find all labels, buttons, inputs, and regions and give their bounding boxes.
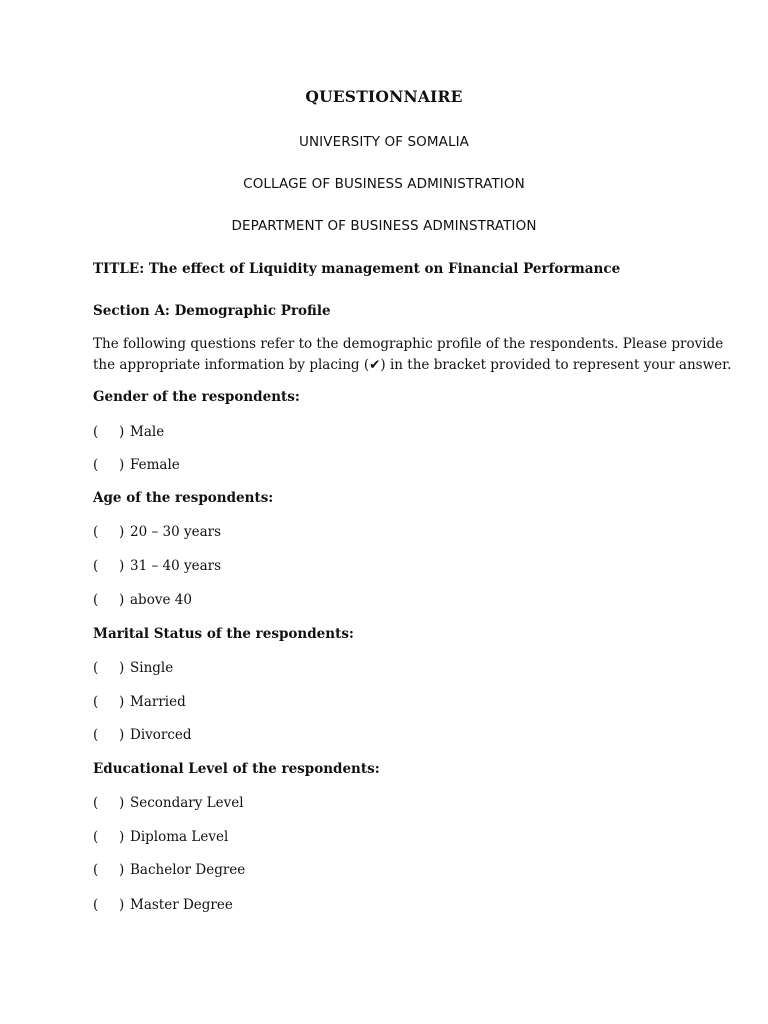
option-gender-male[interactable] <box>93 424 164 440</box>
bracket-close: ) <box>119 457 125 473</box>
bracket-open: ( <box>93 829 99 845</box>
option-gender-female[interactable] <box>93 457 180 473</box>
bracket-open: ( <box>93 592 99 608</box>
instructions-line: The following questions refer to the demographic profile of the respondents. Please provide <box>93 336 724 352</box>
option-education-secondary[interactable] <box>93 795 244 811</box>
university-name: UNIVERSITY OF SOMALIA <box>298 134 470 150</box>
option-label: above 40 <box>130 592 192 608</box>
option-marital-married[interactable] <box>93 694 186 710</box>
bracket-open: ( <box>93 727 99 743</box>
bracket-open: ( <box>93 694 99 710</box>
bracket-close: ) <box>119 727 125 743</box>
option-label: Diploma Level <box>130 829 229 845</box>
department-name: DEPARTMENT OF BUSINESS ADMINSTRATION <box>231 218 537 234</box>
research-title: TITLE: The effect of Liquidity management on Financial Performance <box>93 261 621 277</box>
option-label: Master Degree <box>130 897 233 913</box>
instructions-paragraph <box>93 334 732 376</box>
bracket-close: ) <box>119 424 125 440</box>
bracket-open: ( <box>93 897 99 913</box>
document-heading: QUESTIONNAIRE <box>305 87 463 106</box>
option-age-20-30[interactable] <box>93 524 221 540</box>
bracket-open: ( <box>93 795 99 811</box>
section-heading: Section A: Demographic Profile <box>93 303 331 319</box>
bracket-close: ) <box>119 660 125 676</box>
bracket-open: ( <box>93 457 99 473</box>
option-label: 31 – 40 years <box>130 558 222 574</box>
option-marital-single[interactable] <box>93 660 173 676</box>
college-name: COLLAGE OF BUSINESS ADMINISTRATION <box>243 176 525 192</box>
bracket-open: ( <box>93 424 99 440</box>
question-marital-label: Marital Status of the respondents: <box>93 626 354 642</box>
option-education-bachelor[interactable] <box>93 862 245 878</box>
bracket-close: ) <box>119 795 125 811</box>
bracket-close: ) <box>119 524 125 540</box>
bracket-close: ) <box>119 897 125 913</box>
instructions-line: the appropriate information by placing (✔) in the bracket provided to represent your answer. <box>93 357 732 373</box>
bracket-open: ( <box>93 862 99 878</box>
option-label: 20 – 30 years <box>130 524 222 540</box>
bracket-close: ) <box>119 558 125 574</box>
option-age-above-40[interactable] <box>93 592 192 608</box>
option-label: Male <box>130 424 165 440</box>
option-label: Married <box>130 694 186 710</box>
bracket-open: ( <box>93 660 99 676</box>
option-label: Single <box>130 660 174 676</box>
bracket-close: ) <box>119 694 125 710</box>
option-education-diploma[interactable] <box>93 829 228 845</box>
bracket-close: ) <box>119 592 125 608</box>
question-gender-label: Gender of the respondents: <box>93 389 300 405</box>
option-label: Bachelor Degree <box>130 862 246 878</box>
bracket-open: ( <box>93 558 99 574</box>
bracket-close: ) <box>119 829 125 845</box>
option-marital-divorced[interactable] <box>93 727 192 743</box>
option-label: Secondary Level <box>130 795 244 811</box>
question-age-label: Age of the respondents: <box>93 490 274 506</box>
option-label: Divorced <box>130 727 192 743</box>
bracket-close: ) <box>119 862 125 878</box>
option-label: Female <box>130 457 180 473</box>
option-age-31-40[interactable] <box>93 558 221 574</box>
question-education-label: Educational Level of the respondents: <box>93 761 380 777</box>
bracket-open: ( <box>93 524 99 540</box>
option-education-master[interactable] <box>93 897 233 913</box>
